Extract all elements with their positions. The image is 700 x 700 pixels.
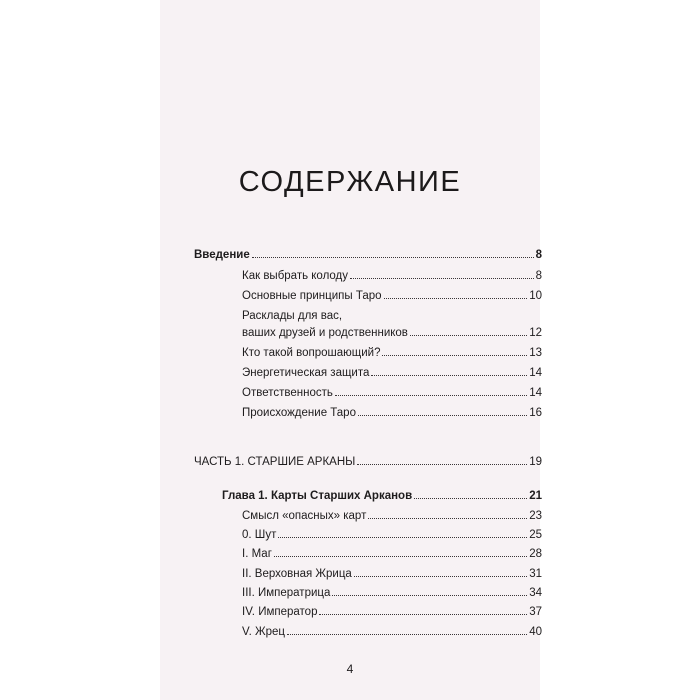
toc-entry-page: 10 [529,290,542,302]
toc-entry-page: 12 [529,327,542,339]
toc-entry-page: 8 [535,270,542,282]
toc-entry [242,270,542,282]
toc-leader-dots [358,414,527,416]
toc-entry [242,606,542,618]
page-title: СОДЕРЖАНИЕ [238,166,462,198]
toc-leader-dots [410,334,527,336]
toc-leader-dots [354,575,527,577]
toc-leader-dots [382,354,527,356]
toc-entry-page: 31 [529,568,542,580]
toc-entry [242,510,542,522]
toc-entry-label: Энергетическая защита [242,367,370,379]
toc-entry [242,387,542,399]
toc-entry-label: Происхождение Таро [242,407,356,419]
toc-entry [242,626,542,638]
toc-leader-dots [357,463,527,465]
toc-entry [242,529,542,541]
toc-entry [242,587,542,599]
toc-entry-label: ЧАСТЬ 1. СТАРШИЕ АРКАНЫ [194,456,356,468]
toc-entry-page: 37 [529,606,542,618]
toc-entry-label: II. Верховная Жрица [242,568,352,580]
toc-entry-part [194,456,542,468]
toc-entry-chapter [222,490,542,502]
toc-entry-label: Глава 1. Карты Старших Арканов [222,490,413,502]
book-page [160,0,540,700]
toc-entry-page: 19 [529,456,542,468]
toc-entry [242,290,542,302]
toc-entry-label: Основные принципы Таро [242,290,382,302]
toc-entry-label: Смысл «опасных» карт [242,510,367,522]
toc-leader-dots [287,633,527,635]
toc-entry-label: 0. Шут [242,529,277,541]
toc-entry-label: Введение [194,249,250,261]
toc-leader-dots [278,536,527,538]
toc-leader-dots [274,555,527,557]
toc-entry-page: 28 [529,548,542,560]
toc-entry [242,568,542,580]
toc-entry-introduction [194,249,542,261]
toc-leader-dots [368,517,527,519]
toc-leader-dots [332,594,527,596]
toc-entry-label: Как выбрать колоду [242,270,349,282]
toc-entry-page: 14 [529,367,542,379]
toc-entry [242,347,542,359]
toc-leader-dots [252,256,534,258]
toc-leader-dots [371,374,527,376]
toc-leader-dots [384,297,528,299]
toc-leader-dots [335,394,527,396]
toc-entry-label: III. Императрица [242,587,331,599]
toc-entry-page: 40 [529,626,542,638]
toc-entry-label: V. Жрец [242,626,286,638]
toc-entry-page: 34 [529,587,542,599]
toc-entry-label: IV. Император [242,606,318,618]
toc-leader-dots [319,613,527,615]
toc-entry-label-line1: Расклады для вас, [242,310,343,322]
toc-entry [242,327,542,339]
toc-leader-dots [350,277,534,279]
page-number: 4 [346,662,354,676]
table-of-contents [160,0,540,700]
toc-entry-label: Ответственность [242,387,333,399]
toc-entry-page: 16 [529,407,542,419]
toc-entry [242,367,542,379]
toc-entry-page: 21 [529,490,542,502]
toc-entry [242,407,542,419]
toc-leader-dots [414,497,527,499]
toc-entry-page: 25 [529,529,542,541]
toc-entry-page: 8 [535,249,542,261]
toc-entry [242,548,542,560]
toc-entry-label: ваших друзей и родственников [242,327,408,339]
toc-entry-label: I. Маг [242,548,272,560]
toc-entry-page: 14 [529,387,542,399]
toc-entry-label: Кто такой вопрошающий? [242,347,381,359]
toc-entry-page: 13 [529,347,542,359]
toc-entry-page: 23 [529,510,542,522]
